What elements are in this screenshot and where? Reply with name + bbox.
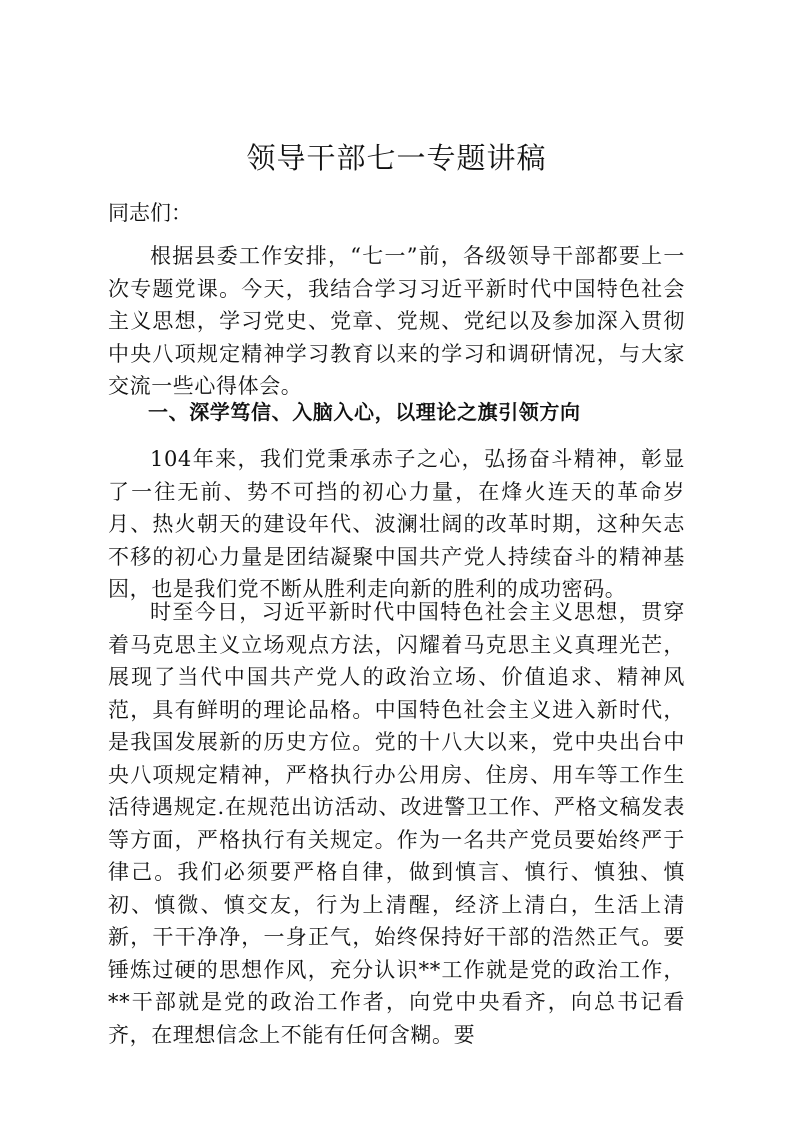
document-title: 领导干部七一专题讲稿 — [246, 141, 547, 175]
paragraph-thought: 时至今日，习近平新时代中国特色社会主义思想，贯穿着马克思主义立场观点方法，闪耀着马克思主义真理光芒，展现了当代中国共产党人的政治立场、价值追求、精神风范，具有鲜明的理论品格。中国特色社会主义进入新时代，是我国发展新的历史方位。党的十八大以来，党中央出台中央八项规定精神，严格执行办公用房、住房、用车等工作生活待遇规定.在规范出访活动、改进警卫工作、严格文稿发表等方面，严格执行有关规定。作为一名共产党员要始终严于律己。我们必须要严格自律，做到慎言、慎行、慎独、慎初、慎微、慎交友，行为上清醒，经济上清白，生活上清新，干干净净，一身正气，始终保持好干部的浩然正气。要锤炼过硬的思想作风，充分认识**工作就是党的政治工作，**干部就是党的政治工作者，向党中央看齐，向总书记看齐，在理想信念上不能有任何含糊。要 — [108, 600, 685, 1047]
paragraph-intro: 根据县委工作安排，“七一”前，各级领导干部都要上一次专题党课。今天，我结合学习习近平新时代中国特色社会主义思想，学习党史、党章、党规、党纪以及参加深入贯彻中央八项规定精神学习教育以来的学习和调研情况，与大家交流一些心得体会。 — [108, 244, 685, 398]
paragraph-history: 104年来，我们党秉承赤子之心，弘扬奋斗精神，彰显了一往无前、势不可挡的初心力量，在烽火连天的革命岁月、热火朝天的建设年代、波澜壮阔的改革时期，这种矢志不移的初心力量是团结凝聚中国共产党人持续奋斗的精神基因，也是我们党不断从胜利走向新的胜利的成功密码。 — [108, 447, 685, 601]
section-heading-1: 一、深学笃信、入脑入心，以理论之旗引领方向 — [148, 400, 581, 424]
salutation: 同志们： — [108, 201, 192, 225]
